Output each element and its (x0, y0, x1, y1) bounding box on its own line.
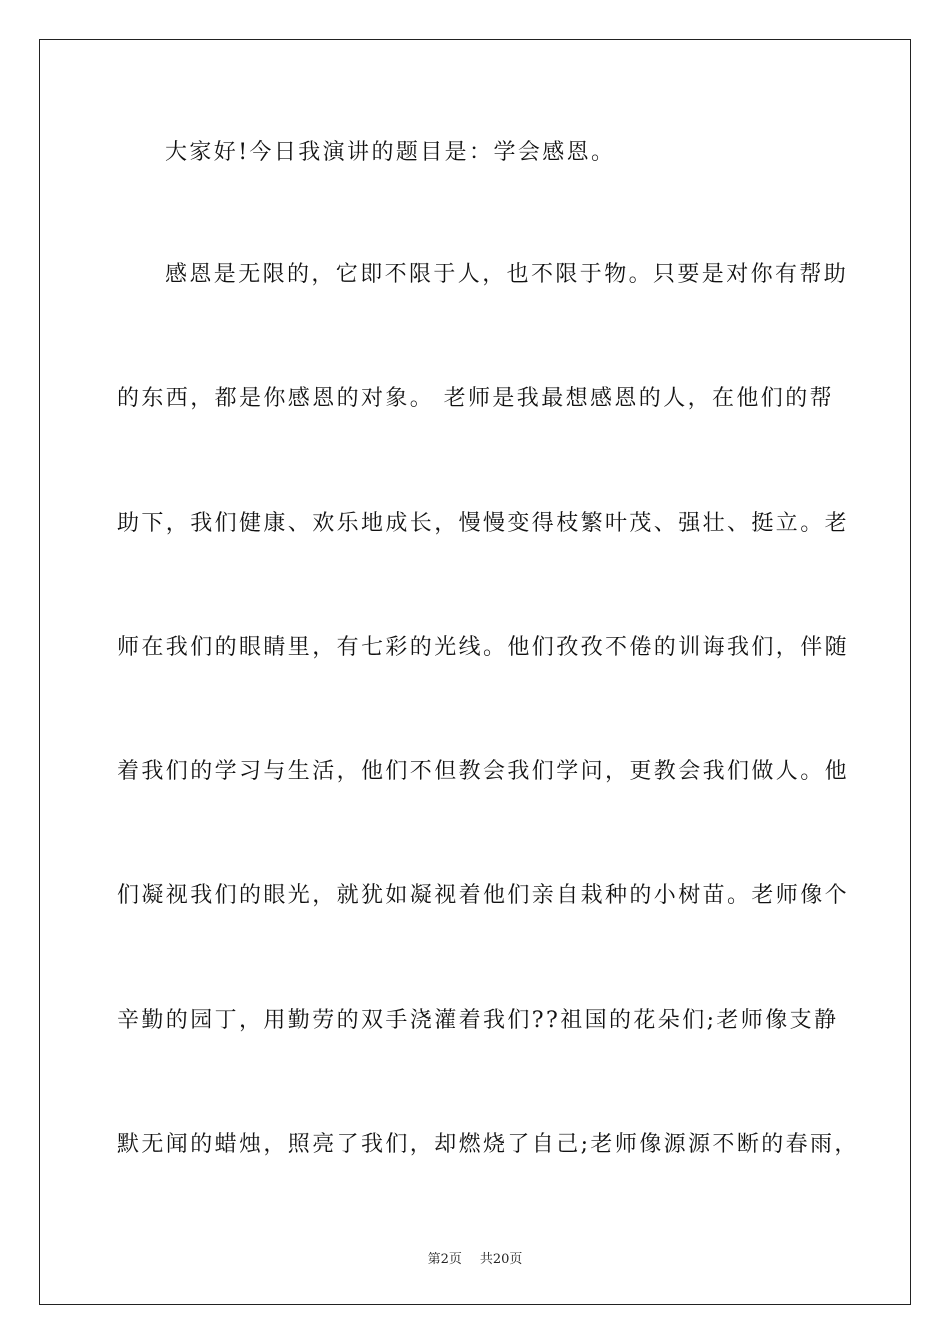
paragraph-2-line-1: 感恩是无限的，它即不限于人，也不限于物。只要是对你有帮助 (165, 262, 849, 287)
total-pages-label: 共20页 (479, 1252, 523, 1267)
page-border (39, 39, 911, 1305)
paragraph-2-line-2: 的东西，都是你感恩的对象。 老师是我最想感恩的人，在他们的帮 (117, 386, 834, 411)
paragraph-2-line-4: 师在我们的眼睛里，有七彩的光线。他们孜孜不倦的训诲我们，伴随 (117, 635, 850, 660)
paragraph-2-line-8: 默无闻的蜡烛，照亮了我们，却燃烧了自己;老师像源源不断的春雨， (117, 1132, 859, 1157)
paragraph-1-line-1: 大家好!今日我演讲的题目是：学会感恩。 (165, 140, 616, 165)
paragraph-2-line-7: 辛勤的园丁，用勤劳的双手浇灌着我们??祖国的花朵们;老师像支静 (117, 1008, 839, 1033)
paragraph-2-line-6: 们凝视我们的眼光，就犹如凝视着他们亲自栽种的小树苗。老师像个 (117, 883, 850, 908)
paragraph-2-line-3: 助下，我们健康、欢乐地成长，慢慢变得枝繁叶茂、强壮、挺立。老 (117, 511, 850, 536)
current-page-label: 第2页 (427, 1252, 462, 1267)
page-footer (0, 1248, 950, 1267)
paragraph-2-line-5: 着我们的学习与生活，他们不但教会我们学问，更教会我们做人。他 (117, 759, 850, 784)
